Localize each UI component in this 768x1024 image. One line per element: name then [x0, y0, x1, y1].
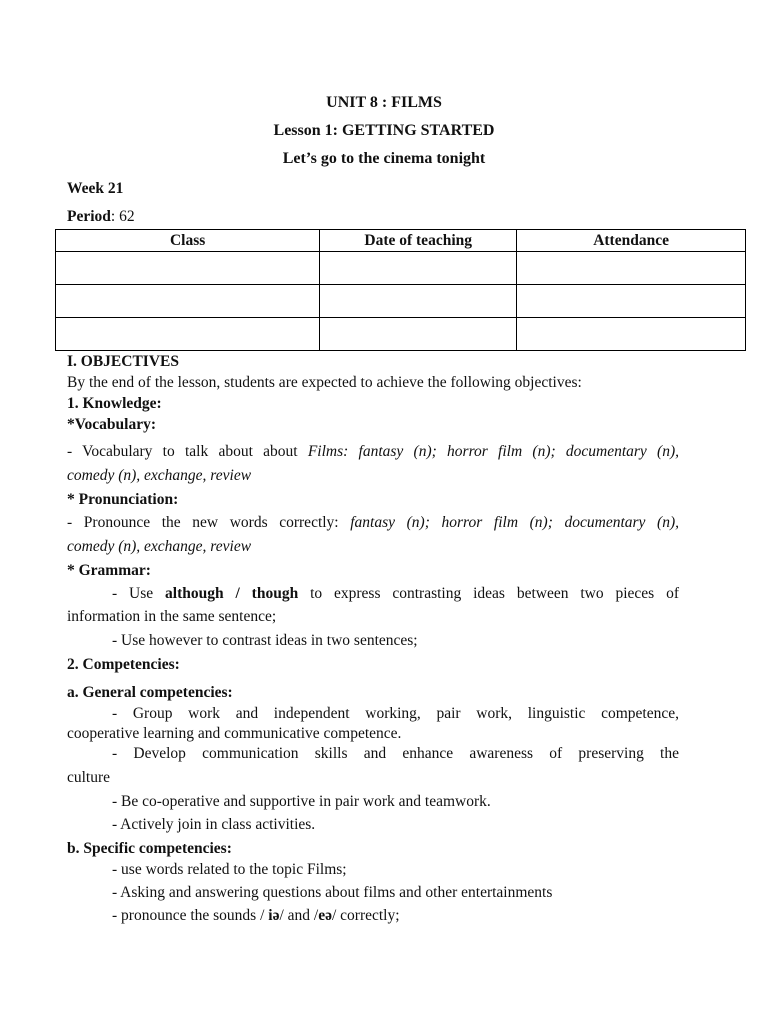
sound-ea: eə	[318, 907, 332, 924]
vocabulary-words: Films: fantasy (n); horror film (n); documentary (n),	[307, 443, 680, 460]
grammar-although: although	[165, 585, 224, 602]
grammar-line-3: - Use however to contrast ideas in two sentences;	[112, 632, 418, 649]
general-item-1-line-2: cooperative learning and communicative competence.	[67, 725, 402, 742]
unit-title: UNIT 8 : FILMS	[326, 94, 442, 111]
grammar-slash: /	[223, 585, 252, 602]
period-label: Period	[67, 208, 111, 225]
specific-item-3	[112, 906, 724, 926]
table-header-row	[56, 230, 746, 252]
period-line	[67, 207, 679, 227]
grammar-rest: to express contrasting ideas between two pieces of	[298, 585, 679, 602]
table-cell	[517, 252, 746, 285]
competencies-heading: 2. Competencies:	[67, 656, 180, 673]
period-value: : 62	[110, 208, 135, 225]
general-item-4: - Actively join in class activities.	[112, 816, 316, 833]
week-label: Week 21	[67, 180, 124, 197]
vocabulary-line-1	[67, 442, 679, 462]
vocabulary-prefix: - Vocabulary to talk about about	[67, 443, 308, 460]
table-cell	[320, 318, 517, 351]
objectives-intro: By the end of the lesson, students are expected to achieve the following objectives:	[67, 374, 582, 391]
pronunciation-heading: * Pronunciation:	[67, 491, 179, 508]
grammar-line-1	[112, 584, 679, 604]
table-cell	[56, 285, 320, 318]
table-cell	[56, 252, 320, 285]
table-cell	[56, 318, 320, 351]
pronunciation-line-2: comedy (n), exchange, review	[67, 538, 252, 555]
grammar-use: - Use	[112, 585, 166, 602]
lesson-subtitle: Let’s go to the cinema tonight	[282, 150, 486, 167]
table-row	[56, 252, 746, 285]
specific-competencies-heading: b. Specific competencies:	[67, 840, 232, 857]
column-header-class: Class	[56, 230, 320, 252]
general-competencies-heading: a. General competencies:	[67, 684, 233, 701]
general-item-3: - Be co-operative and supportive in pair work and teamwork.	[112, 793, 491, 810]
general-item-2-line-1: - Develop communication skills and enhance awareness of preserving the	[112, 745, 679, 762]
lesson-title: Lesson 1: GETTING STARTED	[273, 122, 495, 139]
grammar-line-2: information in the same sentence;	[67, 608, 277, 625]
grammar-heading: * Grammar:	[67, 562, 151, 579]
pronunciation-words: fantasy (n); horror film (n); documentary (n),	[350, 514, 680, 531]
general-item-1-line-1: - Group work and independent working, pair work, linguistic competence,	[112, 705, 679, 722]
specific-item-1: - use words related to the topic Films;	[112, 861, 347, 878]
table-cell	[320, 252, 517, 285]
table-row	[56, 285, 746, 318]
table-cell	[517, 318, 746, 351]
column-header-date: Date of teaching	[320, 230, 517, 252]
specific-item-3-prefix: - pronounce the sounds /	[112, 907, 269, 924]
grammar-though: though	[251, 585, 299, 602]
knowledge-heading: 1. Knowledge:	[67, 395, 162, 412]
column-header-attendance: Attendance	[517, 230, 746, 252]
table-cell	[517, 285, 746, 318]
specific-item-3-suffix: / correctly;	[331, 907, 400, 924]
specific-item-3-mid: / and /	[279, 907, 319, 924]
sound-ia: iə	[268, 907, 280, 924]
vocabulary-heading: *Vocabulary:	[67, 416, 156, 433]
pronunciation-prefix: - Pronounce the new words correctly:	[67, 514, 351, 531]
table-cell	[320, 285, 517, 318]
vocabulary-line-2: comedy (n), exchange, review	[67, 467, 252, 484]
table-row	[56, 318, 746, 351]
general-item-2-line-2: culture	[67, 769, 111, 786]
attendance-table	[55, 229, 746, 351]
specific-item-2: - Asking and answering questions about films and other entertainments	[112, 884, 553, 901]
pronunciation-line-1	[67, 513, 679, 533]
objectives-heading: I. OBJECTIVES	[67, 353, 179, 370]
